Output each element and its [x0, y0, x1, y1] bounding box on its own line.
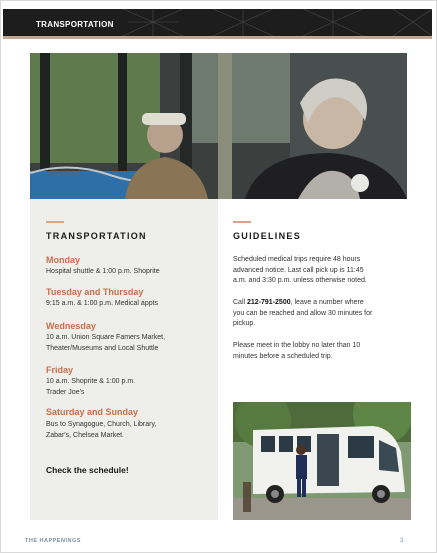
- header-band: [3, 9, 432, 36]
- guideline-line: Please meet in the lobby no later than 10: [233, 342, 361, 349]
- guideline-line: you can be reached and allow 30 minutes for: [233, 309, 373, 317]
- day-detail: Zabar's, Chelsea Market.: [46, 432, 124, 439]
- guideline-line: a.m. and 3:30 p.m. unless otherwise noted.: [233, 277, 367, 284]
- page-number: 3: [400, 538, 404, 544]
- day-label: Saturday and Sunday: [46, 407, 139, 417]
- bus-passengers-illustration: [30, 53, 407, 199]
- transportation-heading: TRANSPORTATION: [46, 231, 147, 241]
- guideline-line: pickup.: [233, 320, 256, 327]
- phone-number[interactable]: 212-791-2500: [247, 299, 291, 306]
- guideline-line: advanced notice. Last call pick up is 11:45: [233, 266, 364, 274]
- day-detail: 10 a.m. Union Square Famers Market,: [46, 334, 166, 341]
- day-label: Tuesday and Thursday: [46, 287, 144, 297]
- publication-name: THE HAPPENINGS: [25, 538, 81, 544]
- guideline-paragraph: [233, 341, 401, 362]
- day-detail: 10 a.m. Shoprite & 1:00 p.m.: [46, 378, 136, 385]
- day-detail: 9:15 a.m. & 1:00 p.m. Medical appts: [46, 300, 159, 307]
- shuttle-bus-photo: [233, 402, 411, 520]
- day-detail: Trader Joe's: [46, 389, 85, 396]
- guideline-text: , leave a number where: [290, 299, 364, 306]
- check-schedule-text: Check the schedule!: [46, 465, 129, 475]
- shuttle-bus-illustration: [233, 402, 411, 520]
- guideline-line: [233, 298, 401, 309]
- day-label: Monday: [46, 255, 81, 265]
- guidelines-heading: GUIDELINES: [233, 231, 302, 241]
- header-rule: [3, 36, 432, 39]
- guideline-line: Scheduled medical trips require 48 hours: [233, 256, 361, 263]
- day-detail: Bus to Synagogue, Church, Library,: [46, 421, 157, 428]
- accent-dash: [46, 221, 64, 223]
- accent-dash: [233, 221, 251, 223]
- bus-passengers-photo: [30, 53, 407, 199]
- day-label: Wednesday: [46, 321, 96, 331]
- guideline-paragraph: [233, 298, 401, 330]
- day-detail: Hospital shuttle & 1:00 p.m. Shoprite: [46, 268, 160, 275]
- guideline-line: minutes before a scheduled trip.: [233, 352, 333, 360]
- header-title: TRANSPORTATION: [36, 20, 114, 29]
- day-detail: Theater/Museums and Local Shuttle: [46, 345, 159, 352]
- day-label: Friday: [46, 365, 74, 375]
- guideline-text: Call: [233, 299, 248, 306]
- guideline-paragraph: [233, 255, 401, 287]
